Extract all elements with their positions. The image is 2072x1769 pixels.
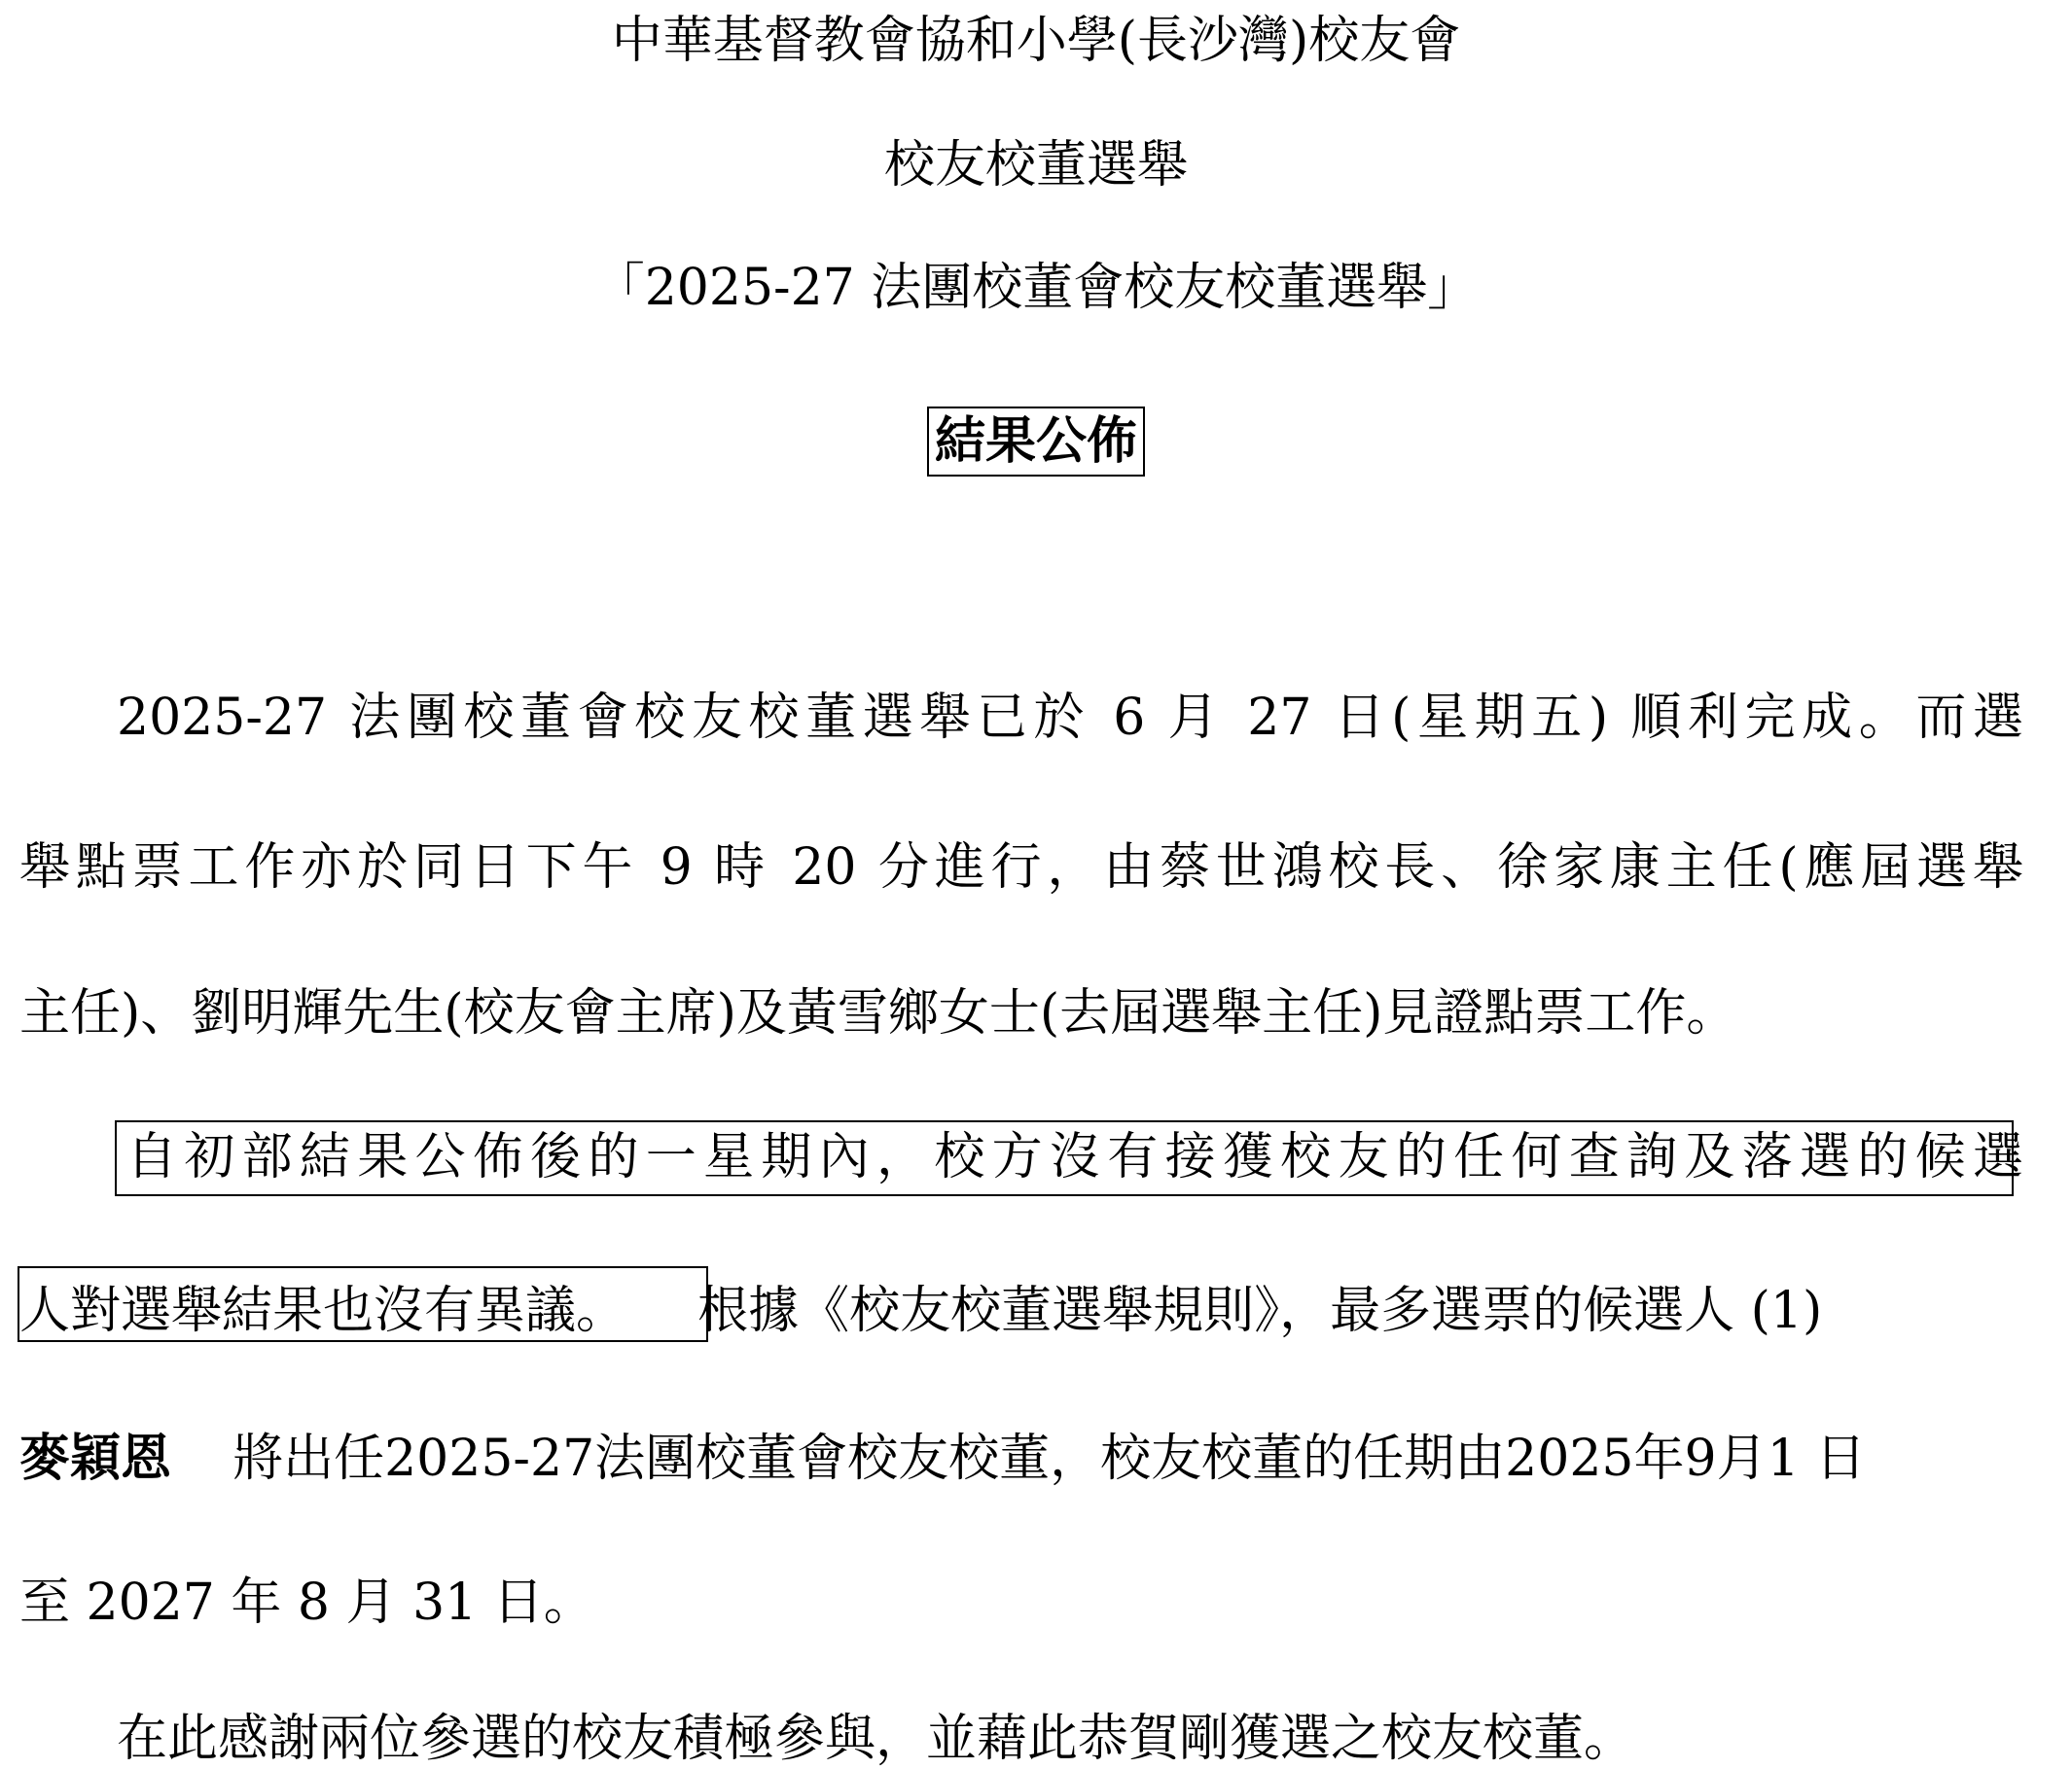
body-line-5 xyxy=(19,1282,2023,1340)
result-heading: 結果公佈 xyxy=(927,407,1145,477)
body-line-6 xyxy=(19,1430,2023,1488)
elected-candidate-name: 麥穎恩 xyxy=(19,1429,172,1488)
body-line-7: 至 2027 年 8 月 31 日。 xyxy=(19,1574,594,1632)
election-subtitle: 校友校董選舉 xyxy=(883,136,1188,195)
body-line-5-boxed: 人對選舉結果也沒有異議。 xyxy=(19,1282,627,1340)
body-line-8: 在此感謝兩位參選的校友積極參與，並藉此恭賀剛獲選之校友校董。 xyxy=(117,1710,1635,1768)
body-line-2: 舉點票工作亦於同日下午 9 時 20 分進行，由蔡世鴻校長、徐家康主任(應屆選舉 xyxy=(19,838,2023,897)
body-line-3: 主任)、劉明輝先生(校友會主席)及黃雪鄉女士(去屆選舉主任)見證點票工作。 xyxy=(19,984,1737,1043)
body-line-6-rest: 將出任2025-27法團校董會校友校董，校友校董的任期由2025年9月1 日 xyxy=(232,1430,1867,1488)
school-alumni-title: 中華基督教會協和小學(長沙灣)校友會 xyxy=(611,12,1461,70)
result-heading-wrap xyxy=(0,407,2072,477)
body-line-5-rest: 根據《校友校董選舉規則》，最多選票的候選人 (1) xyxy=(697,1282,1823,1340)
body-line-1: 2025-27 法團校董會校友校董選舉已於 6 月 27 日(星期五) 順利完成。而選 xyxy=(117,689,2023,747)
election-name: 「2025-27 法團校董會校友校董選舉」 xyxy=(593,259,1479,317)
body-line-4: 自初部結果公佈後的一星期內，校方沒有接獲校友的任何查詢及落選的候選 xyxy=(126,1128,2023,1186)
